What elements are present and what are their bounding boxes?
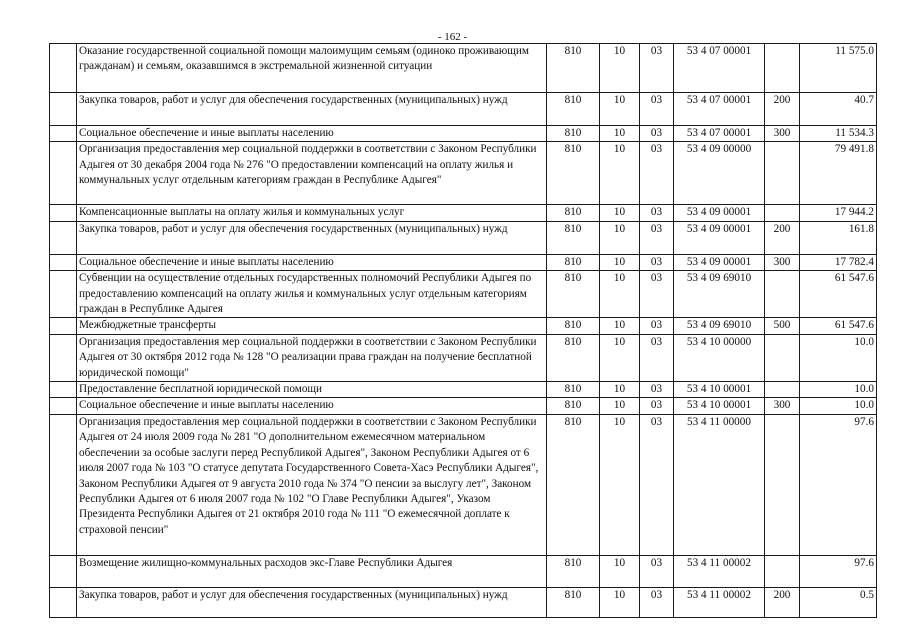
row-rz-cell: 10 <box>600 44 640 93</box>
row-rz-cell: 10 <box>600 205 640 221</box>
row-csr-cell: 53 4 11 00002 <box>674 555 765 587</box>
row-pr-cell: 03 <box>640 254 674 270</box>
row-sum-cell: 40.7 <box>800 93 877 126</box>
row-blank-cell <box>50 334 77 381</box>
row-blank-cell <box>50 271 77 318</box>
row-ved-cell: 810 <box>547 271 600 318</box>
row-vr-cell: 200 <box>765 587 800 617</box>
row-ved-cell: 810 <box>547 587 600 617</box>
row-name-cell: Организация предоставления мер социальной поддержки в соответствии с Законом Республики Адыгея от 30 октября 2012 года № 128 "О реализации права граждан на получение бесплатной юридической помощи" <box>77 334 547 381</box>
table-row <box>50 271 877 318</box>
row-csr-cell: 53 4 09 00001 <box>674 221 765 254</box>
table-row <box>50 334 877 381</box>
row-ved-cell: 810 <box>547 414 600 555</box>
row-ved-cell: 810 <box>547 555 600 587</box>
row-blank-cell <box>50 126 77 142</box>
table-row <box>50 318 877 334</box>
table-body <box>50 44 877 618</box>
row-sum-cell: 10.0 <box>800 382 877 398</box>
row-vr-cell <box>765 555 800 587</box>
row-name-cell: Закупка товаров, работ и услуг для обеспечения государственных (муниципальных) нужд <box>77 587 547 617</box>
row-ved-cell: 810 <box>547 221 600 254</box>
row-csr-cell: 53 4 07 00001 <box>674 44 765 93</box>
row-ved-cell: 810 <box>547 142 600 205</box>
row-vr-cell: 200 <box>765 221 800 254</box>
row-pr-cell: 03 <box>640 555 674 587</box>
row-ved-cell: 810 <box>547 398 600 414</box>
row-pr-cell: 03 <box>640 414 674 555</box>
row-rz-cell: 10 <box>600 334 640 381</box>
table-row <box>50 93 877 126</box>
row-csr-cell: 53 4 10 00000 <box>674 334 765 381</box>
table-row <box>50 398 877 414</box>
row-blank-cell <box>50 414 77 555</box>
row-vr-cell <box>765 142 800 205</box>
row-blank-cell <box>50 221 77 254</box>
row-ved-cell: 810 <box>547 205 600 221</box>
row-rz-cell: 10 <box>600 254 640 270</box>
row-pr-cell: 03 <box>640 587 674 617</box>
row-csr-cell: 53 4 11 00002 <box>674 587 765 617</box>
row-sum-cell: 10.0 <box>800 398 877 414</box>
row-blank-cell <box>50 93 77 126</box>
row-sum-cell: 61 547.6 <box>800 271 877 318</box>
row-blank-cell <box>50 205 77 221</box>
row-csr-cell: 53 4 09 69010 <box>674 318 765 334</box>
row-vr-cell <box>765 271 800 318</box>
row-csr-cell: 53 4 10 00001 <box>674 398 765 414</box>
row-ved-cell: 810 <box>547 44 600 93</box>
row-sum-cell: 11 575.0 <box>800 44 877 93</box>
row-pr-cell: 03 <box>640 334 674 381</box>
row-csr-cell: 53 4 09 00001 <box>674 205 765 221</box>
row-vr-cell <box>765 414 800 555</box>
row-vr-cell <box>765 334 800 381</box>
row-name-cell: Социальное обеспечение и иные выплаты населению <box>77 254 547 270</box>
row-name-cell: Межбюджетные трансферты <box>77 318 547 334</box>
row-vr-cell <box>765 205 800 221</box>
table-row <box>50 382 877 398</box>
row-name-cell: Предоставление бесплатной юридической помощи <box>77 382 547 398</box>
row-sum-cell: 10.0 <box>800 334 877 381</box>
row-csr-cell: 53 4 09 69010 <box>674 271 765 318</box>
table-row <box>50 555 877 587</box>
row-pr-cell: 03 <box>640 221 674 254</box>
row-ved-cell: 810 <box>547 318 600 334</box>
row-csr-cell: 53 4 10 00001 <box>674 382 765 398</box>
row-pr-cell: 03 <box>640 44 674 93</box>
row-rz-cell: 10 <box>600 93 640 126</box>
row-sum-cell: 11 534.3 <box>800 126 877 142</box>
row-rz-cell: 10 <box>600 555 640 587</box>
table-row <box>50 254 877 270</box>
row-ved-cell: 810 <box>547 126 600 142</box>
row-ved-cell: 810 <box>547 334 600 381</box>
table-row <box>50 205 877 221</box>
row-sum-cell: 97.6 <box>800 555 877 587</box>
table-row <box>50 414 877 555</box>
row-csr-cell: 53 4 09 00001 <box>674 254 765 270</box>
row-blank-cell <box>50 44 77 93</box>
row-rz-cell: 10 <box>600 382 640 398</box>
row-rz-cell: 10 <box>600 126 640 142</box>
row-pr-cell: 03 <box>640 271 674 318</box>
row-blank-cell <box>50 254 77 270</box>
row-name-cell: Субвенции на осуществление отдельных государственных полномочий Республики Адыгея по предоставлению компенсаций на оплату жилья и коммунальных услуг отдельным категориям граждан в Республике Адыгея <box>77 271 547 318</box>
table-row <box>50 221 877 254</box>
row-pr-cell: 03 <box>640 126 674 142</box>
row-blank-cell <box>50 555 77 587</box>
row-blank-cell <box>50 142 77 205</box>
row-vr-cell <box>765 382 800 398</box>
row-pr-cell: 03 <box>640 382 674 398</box>
row-rz-cell: 10 <box>600 271 640 318</box>
row-name-cell: Социальное обеспечение и иные выплаты населению <box>77 398 547 414</box>
row-rz-cell: 10 <box>600 398 640 414</box>
row-pr-cell: 03 <box>640 142 674 205</box>
table-row <box>50 142 877 205</box>
row-csr-cell: 53 4 11 00000 <box>674 414 765 555</box>
row-name-cell: Организация предоставления мер социальной поддержки в соответствии с Законом Республики Адыгея от 30 декабря 2004 года № 276 "О предоставлении компенсаций на оплату жилья и коммунальных услуг отдельным категориям граждан в Республике Адыгея" <box>77 142 547 205</box>
row-csr-cell: 53 4 07 00001 <box>674 126 765 142</box>
row-name-cell: Организация предоставления мер социальной поддержки в соответствии с Законом Республики Адыгея от 24 июля 2009 года № 281 "О дополнительном ежемесячном материальном обеспечении за особые заслуги перед Республикой Адыгея", Законом Республики Адыгея от 6 июля 2007 года № 103 "О статусе депутата Государственного Совета-Хасэ Республики Адыгея", Законом Республики Адыгея от 9 августа 2010 года № 374 "О пенсии за выслугу лет", Законом Республики Адыгея от 6 июля 2007 года № 102 "О Главе Республики Адыгея", Указом Президента Республики Адыгея от 21 октября 2010 года № 111 "О ежемесячной доплате к страховой пенсии" <box>77 414 547 555</box>
row-sum-cell: 0.5 <box>800 587 877 617</box>
row-ved-cell: 810 <box>547 382 600 398</box>
row-ved-cell: 810 <box>547 93 600 126</box>
row-name-cell: Социальное обеспечение и иные выплаты населению <box>77 126 547 142</box>
row-name-cell: Возмещение жилищно-коммунальных расходов экс-Главе Республики Адыгея <box>77 555 547 587</box>
budget-table <box>49 43 877 618</box>
row-name-cell: Закупка товаров, работ и услуг для обеспечения государственных (муниципальных) нужд <box>77 221 547 254</box>
row-rz-cell: 10 <box>600 587 640 617</box>
row-sum-cell: 61 547.6 <box>800 318 877 334</box>
row-pr-cell: 03 <box>640 318 674 334</box>
row-sum-cell: 17 944.2 <box>800 205 877 221</box>
row-blank-cell <box>50 382 77 398</box>
table-row <box>50 587 877 617</box>
row-sum-cell: 79 491.8 <box>800 142 877 205</box>
row-sum-cell: 97.6 <box>800 414 877 555</box>
table-row <box>50 44 877 93</box>
row-rz-cell: 10 <box>600 414 640 555</box>
row-rz-cell: 10 <box>600 318 640 334</box>
row-pr-cell: 03 <box>640 398 674 414</box>
row-pr-cell: 03 <box>640 205 674 221</box>
row-vr-cell: 300 <box>765 126 800 142</box>
row-blank-cell <box>50 318 77 334</box>
row-csr-cell: 53 4 07 00001 <box>674 93 765 126</box>
row-vr-cell <box>765 44 800 93</box>
row-vr-cell: 300 <box>765 398 800 414</box>
row-sum-cell: 17 782.4 <box>800 254 877 270</box>
row-vr-cell: 500 <box>765 318 800 334</box>
row-vr-cell: 200 <box>765 93 800 126</box>
row-name-cell: Оказание государственной социальной помощи малоимущим семьям (одиноко проживающим гражданам) и семьям, оказавшимся в экстремальной жизненной ситуации <box>77 44 547 93</box>
row-name-cell: Закупка товаров, работ и услуг для обеспечения государственных (муниципальных) нужд <box>77 93 547 126</box>
row-vr-cell: 300 <box>765 254 800 270</box>
row-blank-cell <box>50 398 77 414</box>
row-blank-cell <box>50 587 77 617</box>
row-csr-cell: 53 4 09 00000 <box>674 142 765 205</box>
page-number: - 162 - <box>437 31 468 43</box>
row-pr-cell: 03 <box>640 93 674 126</box>
row-sum-cell: 161.8 <box>800 221 877 254</box>
row-rz-cell: 10 <box>600 142 640 205</box>
table-row <box>50 126 877 142</box>
row-ved-cell: 810 <box>547 254 600 270</box>
row-name-cell: Компенсационные выплаты на оплату жилья и коммунальных услуг <box>77 205 547 221</box>
row-rz-cell: 10 <box>600 221 640 254</box>
